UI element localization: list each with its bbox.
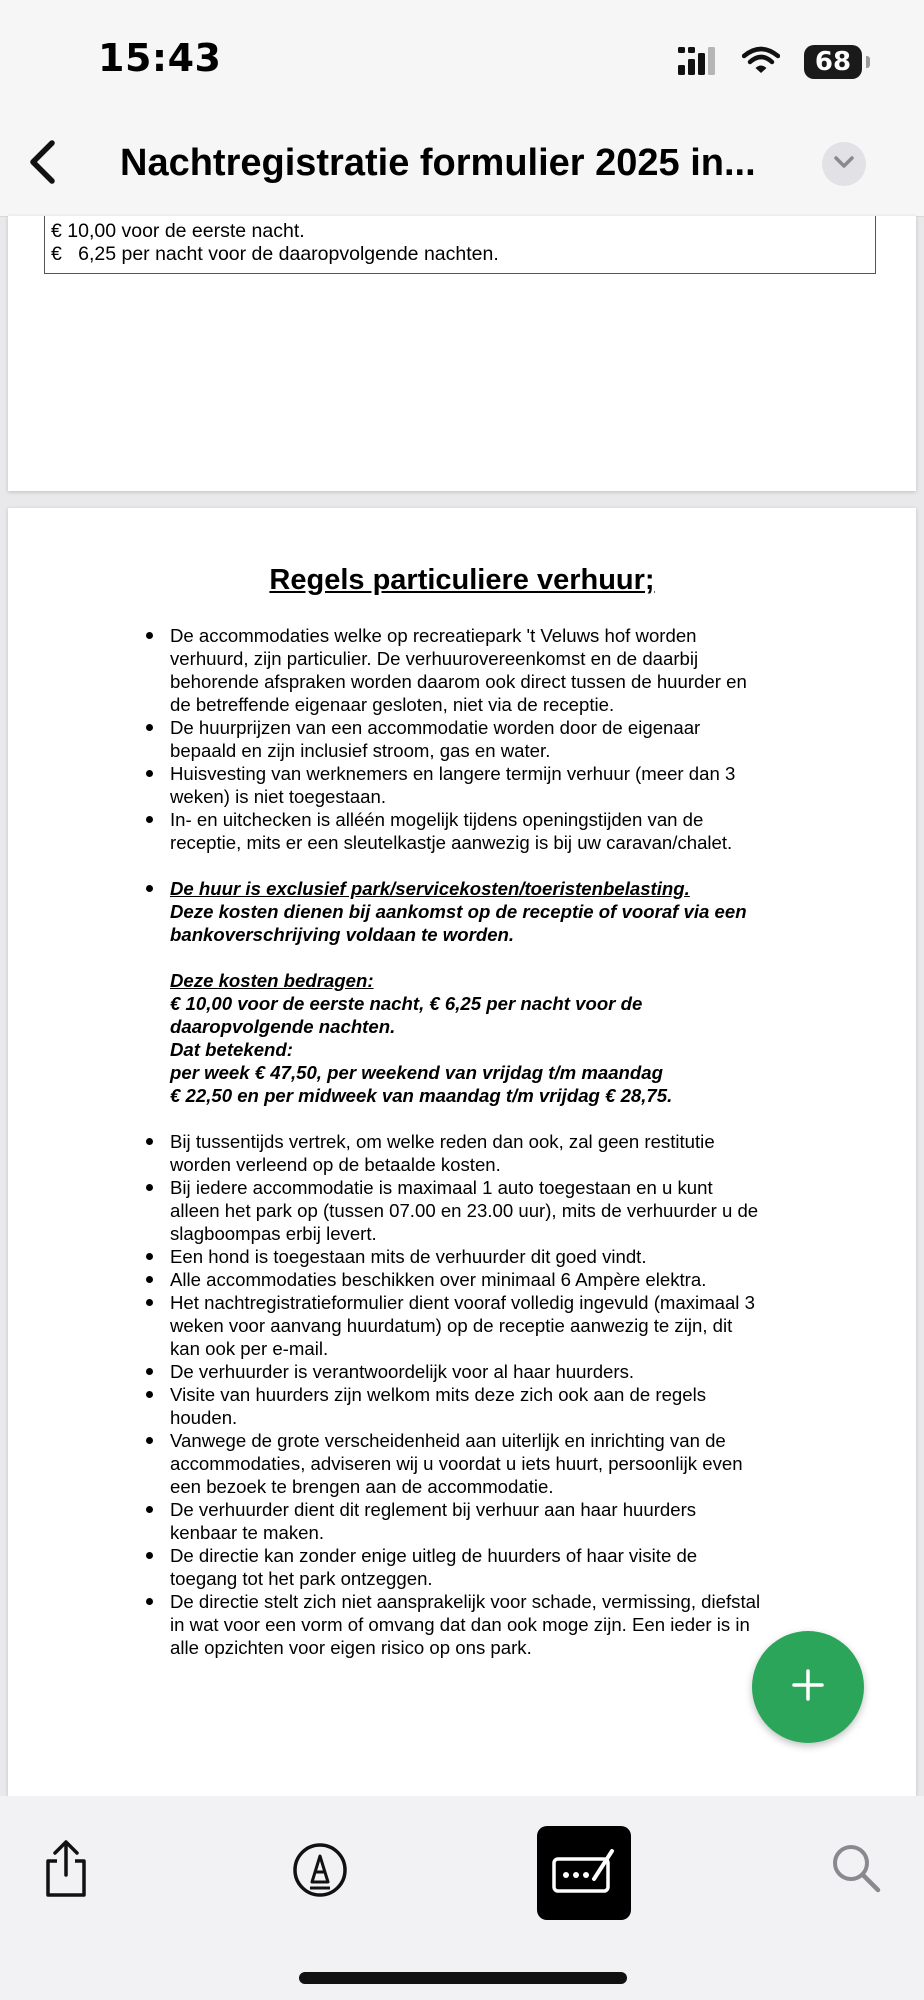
wifi-icon xyxy=(742,45,780,80)
rule-line: slagboompas erbij levert. xyxy=(170,1223,377,1244)
rule-item xyxy=(170,716,820,762)
rule-line: In- en uitchecken is alléén mogelijk tijdens openingstijden van de xyxy=(170,809,704,830)
rule-line: de betreffende eigenaar gesloten, niet via de receptie. xyxy=(170,694,615,715)
rule-line: kenbaar te maken. xyxy=(170,1522,325,1543)
back-button[interactable] xyxy=(14,136,70,192)
annotate-icon xyxy=(550,1845,618,1902)
rule-line: Het nachtregistratieformulier dient vooraf volledig ingevuld (maximaal 3 xyxy=(170,1292,755,1313)
rule-line: worden verleend op de betaalde kosten. xyxy=(170,1154,501,1175)
plus-icon xyxy=(791,1668,825,1707)
navigation-bar xyxy=(0,112,924,217)
rule-line: Alle accommodaties beschikken over minimaal 6 Ampère elektra. xyxy=(170,1269,707,1290)
markup-pen-icon xyxy=(292,1842,348,1903)
costs-amount-line: daaropvolgende nachten. xyxy=(170,1016,396,1037)
document-page-1 xyxy=(8,216,916,491)
battery-icon xyxy=(804,45,862,79)
rules-list xyxy=(170,624,820,1659)
rule-line: bepaald en zijn inclusief stroom, gas en water. xyxy=(170,740,551,761)
rule-line: Een hond is toegestaan mits de verhuurder dit goed vindt. xyxy=(170,1246,647,1267)
costs-means-line: per week € 47,50, per weekend van vrijdag t/m maandag xyxy=(170,1062,663,1083)
rule-item xyxy=(170,1176,820,1245)
price-line-following-nights: € 6,25 per nacht voor de daaropvolgende nachten. xyxy=(51,243,499,265)
costs-payment-line: Deze kosten dienen bij aankomst op de receptie of vooraf via een xyxy=(170,901,747,922)
rule-item xyxy=(170,1268,820,1291)
rule-line: toegang tot het park ontzeggen. xyxy=(170,1568,433,1589)
costs-amount-line: € 10,00 voor de eerste nacht, € 6,25 per nacht voor de xyxy=(170,993,643,1014)
rule-line: alleen het park op (tussen 07.00 en 23.00 uur), mits de verhuurder u de xyxy=(170,1200,759,1221)
document-title[interactable]: Nachtregistratie formulier 2025 in... xyxy=(120,142,756,184)
battery-tip xyxy=(866,56,870,68)
rule-item xyxy=(170,1291,820,1360)
costs-means-heading: Dat betekend: xyxy=(170,1039,293,1060)
rules-title: Regels particuliere verhuur; xyxy=(269,564,655,596)
price-line-first-night: € 10,00 voor de eerste nacht. xyxy=(51,220,305,242)
rule-line: accommodaties, adviseren wij u voordat u iets huurt, persoonlijk even xyxy=(170,1453,743,1474)
costs-amount-heading: Deze kosten bedragen: xyxy=(170,970,374,991)
share-icon xyxy=(42,1839,90,1904)
rule-item xyxy=(170,1544,820,1590)
rule-line: in wat voor een vorm of omvang dat dan ook moge zijn. Een ieder is in xyxy=(170,1614,750,1635)
add-button[interactable] xyxy=(752,1631,864,1743)
rule-item xyxy=(170,1360,820,1383)
status-time: 15:43 xyxy=(98,36,222,80)
battery-level: 68 xyxy=(814,47,852,77)
costs-exclusive-heading: De huur is exclusief park/servicekosten/toeristenbelasting. xyxy=(170,878,690,899)
rule-item xyxy=(170,762,820,808)
bottom-toolbar xyxy=(0,1796,924,2000)
rule-line: weken voor aanvang huurdatum) op de receptie aanwezig te zijn, dit xyxy=(170,1315,733,1336)
spacer xyxy=(170,946,820,969)
chevron-left-icon xyxy=(26,139,58,190)
rule-line: De directie stelt zich niet aansprakelijk voor schade, vermissing, diefstal xyxy=(170,1591,761,1612)
rule-item xyxy=(170,1130,820,1176)
costs-payment-line: bankoverschrijving voldaan te worden. xyxy=(170,924,515,945)
rule-line: De directie kan zonder enige uitleg de huurders of haar visite de xyxy=(170,1545,698,1566)
rule-item xyxy=(170,808,820,854)
rule-line: behorende afspraken worden daarom ook direct tussen de huurder en xyxy=(170,671,747,692)
rule-line: een bezoek te brengen aan de accommodatie. xyxy=(170,1476,554,1497)
rule-line: Huisvesting van werknemers en langere termijn verhuur (meer dan 3 xyxy=(170,763,736,784)
search-button[interactable] xyxy=(826,1840,886,1900)
rule-line: Bij tussentijds vertrek, om welke reden dan ook, zal geen restitutie xyxy=(170,1131,715,1152)
rule-item-costs-block xyxy=(170,877,820,1107)
markup-button[interactable] xyxy=(288,1840,352,1904)
rule-item xyxy=(170,1429,820,1498)
home-indicator xyxy=(299,1972,627,1984)
rule-line: Visite van huurders zijn welkom mits deze zich ook aan de regels xyxy=(170,1384,707,1405)
costs-means-line: € 22,50 en per midweek van maandag t/m vrijdag € 28,75. xyxy=(170,1085,673,1106)
status-icons xyxy=(678,44,862,80)
rule-line: Bij iedere accommodatie is maximaal 1 auto toegestaan en u kunt xyxy=(170,1177,713,1198)
title-options-button[interactable] xyxy=(822,142,866,186)
rule-line: De accommodaties welke op recreatiepark 't Veluws hof worden xyxy=(170,625,697,646)
search-icon xyxy=(830,1842,882,1899)
rule-item xyxy=(170,624,820,716)
rule-line: De verhuurder is verantwoordelijk voor al haar huurders. xyxy=(170,1361,635,1382)
rule-line: De verhuurder dient dit reglement bij verhuur aan haar huurders xyxy=(170,1499,697,1520)
cellular-signal-icon xyxy=(678,45,718,80)
rule-line: De huurprijzen van een accommodatie worden door de eigenaar xyxy=(170,717,701,738)
rule-line: weken) is niet toegestaan. xyxy=(170,786,387,807)
share-button[interactable] xyxy=(36,1836,96,1906)
document-page-2 xyxy=(8,508,916,1796)
chevron-down-icon xyxy=(833,155,855,174)
status-bar xyxy=(0,0,924,112)
rule-line: receptie, mits er een sleutelkastje aanwezig is bij uw caravan/chalet. xyxy=(170,832,733,853)
rule-item xyxy=(170,1383,820,1429)
rule-line: Vanwege de grote verscheidenheid aan uiterlijk en inrichting van de xyxy=(170,1430,726,1451)
rule-item xyxy=(170,1245,820,1268)
rule-line: kan ook per e-mail. xyxy=(170,1338,329,1359)
rule-item xyxy=(170,1498,820,1544)
rule-item xyxy=(170,1590,820,1659)
price-box xyxy=(44,216,876,274)
rule-line: alle opzichten voor eigen risico op ons park. xyxy=(170,1637,532,1658)
rule-line: verhuurd, zijn particulier. De verhuurovereenkomst en de daarbij xyxy=(170,648,699,669)
rule-line: houden. xyxy=(170,1407,238,1428)
annotate-button[interactable] xyxy=(537,1826,631,1920)
